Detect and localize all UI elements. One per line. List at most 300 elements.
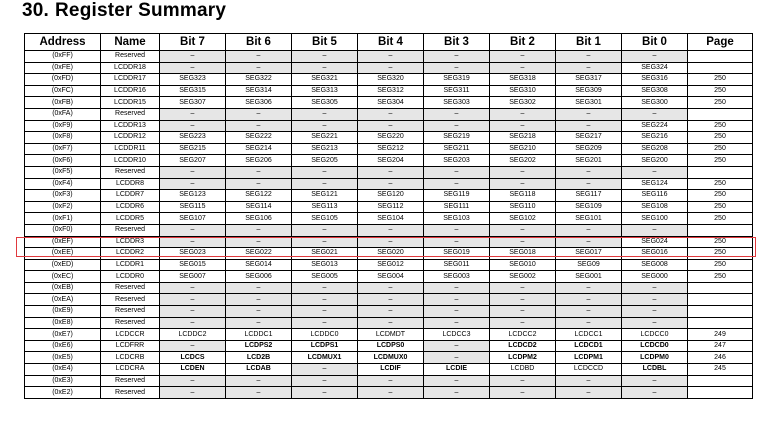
register-bit-cell: SEG103 bbox=[424, 213, 490, 225]
register-bit-cell: SEG013 bbox=[292, 259, 358, 271]
register-page: 250 bbox=[688, 236, 753, 248]
register-bit-cell: SEG316 bbox=[622, 74, 688, 86]
register-bit-cell: SEG015 bbox=[160, 259, 226, 271]
register-row bbox=[25, 108, 753, 120]
header-row bbox=[25, 34, 753, 51]
register-bit-cell: SEG014 bbox=[226, 259, 292, 271]
register-address: (0xE2) bbox=[25, 387, 101, 399]
register-name: LCDFRR bbox=[101, 340, 160, 352]
register-page: 250 bbox=[688, 248, 753, 260]
register-bit-cell: – bbox=[160, 108, 226, 120]
register-bit-cell: – bbox=[490, 224, 556, 236]
register-address: (0xE4) bbox=[25, 364, 101, 376]
register-name: LCDDR11 bbox=[101, 143, 160, 155]
register-bit-cell: SEG106 bbox=[226, 213, 292, 225]
register-bit-cell: – bbox=[424, 224, 490, 236]
register-bit-cell: SEG219 bbox=[424, 132, 490, 144]
register-page: 250 bbox=[688, 271, 753, 283]
register-name: Reserved bbox=[101, 306, 160, 318]
register-address: (0xE9) bbox=[25, 306, 101, 318]
register-bit-cell: – bbox=[490, 166, 556, 178]
register-bit-cell: – bbox=[490, 120, 556, 132]
register-bit-cell: SEG212 bbox=[358, 143, 424, 155]
register-bit-cell: SEG223 bbox=[160, 132, 226, 144]
register-bit-cell: LCDMDT bbox=[358, 329, 424, 341]
register-page: 250 bbox=[688, 201, 753, 213]
register-bit-cell: SEG220 bbox=[358, 132, 424, 144]
register-name: LCDCRB bbox=[101, 352, 160, 364]
register-bit-cell: LCDPM1 bbox=[556, 352, 622, 364]
register-bit-cell: – bbox=[424, 120, 490, 132]
register-bit-cell: – bbox=[490, 51, 556, 63]
register-bit-cell: SEG005 bbox=[292, 271, 358, 283]
register-bit-cell: LCDDC0 bbox=[292, 329, 358, 341]
register-page: 250 bbox=[688, 143, 753, 155]
register-bit-cell: SEG110 bbox=[490, 201, 556, 213]
register-row bbox=[25, 74, 753, 86]
register-name: LCDDR7 bbox=[101, 190, 160, 202]
register-bit-cell: – bbox=[490, 294, 556, 306]
register-bit-cell: LCDMUX1 bbox=[292, 352, 358, 364]
register-bit-cell: SEG216 bbox=[622, 132, 688, 144]
col-header-bit3: Bit 3 bbox=[424, 34, 490, 51]
register-bit-cell: LCDCC3 bbox=[424, 329, 490, 341]
register-bit-cell: – bbox=[226, 375, 292, 387]
register-address: (0xFF) bbox=[25, 51, 101, 63]
register-bit-cell: – bbox=[622, 166, 688, 178]
register-bit-cell: SEG310 bbox=[490, 85, 556, 97]
register-bit-cell: SEG318 bbox=[490, 74, 556, 86]
register-bit-cell: SEG120 bbox=[358, 190, 424, 202]
register-bit-cell: – bbox=[292, 364, 358, 376]
register-address: (0xF9) bbox=[25, 120, 101, 132]
register-bit-cell: LCDMUX0 bbox=[358, 352, 424, 364]
register-bit-cell: – bbox=[358, 178, 424, 190]
register-bit-cell: – bbox=[226, 236, 292, 248]
register-page bbox=[688, 306, 753, 318]
register-row bbox=[25, 294, 753, 306]
register-bit-cell: – bbox=[160, 340, 226, 352]
register-bit-cell: – bbox=[358, 282, 424, 294]
register-bit-cell: SEG203 bbox=[424, 155, 490, 167]
register-row bbox=[25, 259, 753, 271]
register-page bbox=[688, 224, 753, 236]
register-name: LCDDR17 bbox=[101, 74, 160, 86]
col-header-bit6: Bit 6 bbox=[226, 34, 292, 51]
register-bit-cell: LCDEN bbox=[160, 364, 226, 376]
register-address: (0xFB) bbox=[25, 97, 101, 109]
register-row bbox=[25, 317, 753, 329]
section-number: 30. bbox=[22, 0, 50, 21]
register-bit-cell: SEG116 bbox=[622, 190, 688, 202]
register-bit-cell: SEG121 bbox=[292, 190, 358, 202]
register-page bbox=[688, 387, 753, 399]
register-bit-cell: SEG111 bbox=[424, 201, 490, 213]
register-row bbox=[25, 352, 753, 364]
register-bit-cell: – bbox=[292, 294, 358, 306]
register-bit-cell: LCDCS bbox=[160, 352, 226, 364]
register-bit-cell: SEG109 bbox=[556, 201, 622, 213]
register-name: LCDDR8 bbox=[101, 178, 160, 190]
register-bit-cell: – bbox=[622, 294, 688, 306]
register-bit-cell: – bbox=[490, 236, 556, 248]
register-page: 250 bbox=[688, 190, 753, 202]
register-address: (0xF5) bbox=[25, 166, 101, 178]
col-header-name: Name bbox=[101, 34, 160, 51]
register-bit-cell: SEG114 bbox=[226, 201, 292, 213]
register-bit-cell: – bbox=[292, 62, 358, 74]
register-name: LCDDR18 bbox=[101, 62, 160, 74]
register-page: 250 bbox=[688, 132, 753, 144]
register-bit-cell: SEG119 bbox=[424, 190, 490, 202]
register-bit-cell: – bbox=[556, 306, 622, 318]
register-row bbox=[25, 387, 753, 399]
register-bit-cell: – bbox=[160, 294, 226, 306]
register-bit-cell: – bbox=[292, 108, 358, 120]
register-bit-cell: LCDCCD bbox=[556, 364, 622, 376]
register-bit-cell: – bbox=[556, 375, 622, 387]
register-bit-cell: SEG214 bbox=[226, 143, 292, 155]
register-address: (0xEF) bbox=[25, 236, 101, 248]
register-bit-cell: – bbox=[622, 224, 688, 236]
register-bit-cell: – bbox=[622, 108, 688, 120]
register-bit-cell: SEG322 bbox=[226, 74, 292, 86]
register-bit-cell: LCDDC1 bbox=[226, 329, 292, 341]
register-bit-cell: – bbox=[358, 294, 424, 306]
register-bit-cell: SEG305 bbox=[292, 97, 358, 109]
register-bit-cell: – bbox=[424, 375, 490, 387]
register-bit-cell: – bbox=[160, 62, 226, 74]
register-name: LCDCCR bbox=[101, 329, 160, 341]
register-bit-cell: SEG209 bbox=[556, 143, 622, 155]
register-bit-cell: – bbox=[226, 178, 292, 190]
register-bit-cell: – bbox=[358, 120, 424, 132]
register-bit-cell: SEG204 bbox=[358, 155, 424, 167]
register-bit-cell: SEG007 bbox=[160, 271, 226, 283]
register-page: 249 bbox=[688, 329, 753, 341]
register-bit-cell: SEG222 bbox=[226, 132, 292, 144]
register-address: (0xE6) bbox=[25, 340, 101, 352]
register-bit-cell: – bbox=[556, 294, 622, 306]
register-bit-cell: – bbox=[622, 375, 688, 387]
register-bit-cell: SEG313 bbox=[292, 85, 358, 97]
register-bit-cell: SEG311 bbox=[424, 85, 490, 97]
register-bit-cell: SEG09 bbox=[556, 259, 622, 271]
register-bit-cell: SEG112 bbox=[358, 201, 424, 213]
register-bit-cell: – bbox=[292, 178, 358, 190]
register-bit-cell: SEG115 bbox=[160, 201, 226, 213]
register-bit-cell: – bbox=[358, 306, 424, 318]
section-title: Register Summary bbox=[55, 0, 227, 21]
register-bit-cell: – bbox=[424, 306, 490, 318]
register-bit-cell: – bbox=[160, 120, 226, 132]
register-bit-cell: SEG104 bbox=[358, 213, 424, 225]
register-row bbox=[25, 132, 753, 144]
register-bit-cell: – bbox=[424, 317, 490, 329]
register-bit-cell: LCDAB bbox=[226, 364, 292, 376]
register-bit-cell: – bbox=[424, 51, 490, 63]
register-bit-cell: – bbox=[160, 166, 226, 178]
register-row bbox=[25, 201, 753, 213]
register-page: 250 bbox=[688, 213, 753, 225]
register-row bbox=[25, 248, 753, 260]
col-header-bit0: Bit 0 bbox=[622, 34, 688, 51]
register-page: 250 bbox=[688, 178, 753, 190]
register-bit-cell: – bbox=[424, 294, 490, 306]
register-bit-cell: SEG122 bbox=[226, 190, 292, 202]
register-bit-cell: SEG321 bbox=[292, 74, 358, 86]
register-bit-cell: SEG221 bbox=[292, 132, 358, 144]
register-row bbox=[25, 236, 753, 248]
register-bit-cell: – bbox=[424, 387, 490, 399]
register-address: (0xE8) bbox=[25, 317, 101, 329]
register-name: LCDDR1 bbox=[101, 259, 160, 271]
register-address: (0xEC) bbox=[25, 271, 101, 283]
register-bit-cell: – bbox=[358, 375, 424, 387]
register-bit-cell: SEG320 bbox=[358, 74, 424, 86]
register-bit-cell: – bbox=[160, 306, 226, 318]
register-bit-cell: – bbox=[358, 62, 424, 74]
register-bit-cell: SEG207 bbox=[160, 155, 226, 167]
register-address: (0xF1) bbox=[25, 213, 101, 225]
register-row bbox=[25, 190, 753, 202]
register-bit-cell: – bbox=[292, 166, 358, 178]
register-bit-cell: LCDIF bbox=[358, 364, 424, 376]
register-bit-cell: SEG324 bbox=[622, 62, 688, 74]
register-bit-cell: – bbox=[292, 51, 358, 63]
register-bit-cell: – bbox=[490, 317, 556, 329]
register-bit-cell: SEG022 bbox=[226, 248, 292, 260]
register-bit-cell: SEG314 bbox=[226, 85, 292, 97]
register-address: (0xEE) bbox=[25, 248, 101, 260]
register-row bbox=[25, 364, 753, 376]
register-bit-cell: – bbox=[490, 387, 556, 399]
register-bit-cell: – bbox=[226, 306, 292, 318]
register-bit-cell: LCDCD0 bbox=[622, 340, 688, 352]
register-bit-cell: LCDCD1 bbox=[556, 340, 622, 352]
register-bit-cell: SEG315 bbox=[160, 85, 226, 97]
register-name: LCDDR2 bbox=[101, 248, 160, 260]
register-bit-cell: SEG105 bbox=[292, 213, 358, 225]
register-row bbox=[25, 155, 753, 167]
register-bit-cell: – bbox=[160, 317, 226, 329]
register-bit-cell: SEG224 bbox=[622, 120, 688, 132]
register-bit-cell: SEG302 bbox=[490, 97, 556, 109]
register-bit-cell: SEG323 bbox=[160, 74, 226, 86]
register-bit-cell: LCDCC1 bbox=[556, 329, 622, 341]
register-address: (0xF0) bbox=[25, 224, 101, 236]
register-bit-cell: – bbox=[556, 224, 622, 236]
register-bit-cell: – bbox=[556, 282, 622, 294]
register-bit-cell: SEG004 bbox=[358, 271, 424, 283]
register-page: 246 bbox=[688, 352, 753, 364]
register-page bbox=[688, 51, 753, 63]
register-bit-cell: – bbox=[424, 178, 490, 190]
register-bit-cell: – bbox=[358, 51, 424, 63]
register-name: LCDDR15 bbox=[101, 97, 160, 109]
register-page: 245 bbox=[688, 364, 753, 376]
register-bit-cell: SEG201 bbox=[556, 155, 622, 167]
register-row bbox=[25, 143, 753, 155]
register-bit-cell: SEG303 bbox=[424, 97, 490, 109]
register-bit-cell: SEG001 bbox=[556, 271, 622, 283]
register-address: (0xFD) bbox=[25, 74, 101, 86]
register-row bbox=[25, 271, 753, 283]
register-row bbox=[25, 178, 753, 190]
register-bit-cell: SEG023 bbox=[160, 248, 226, 260]
register-row bbox=[25, 329, 753, 341]
register-bit-cell: LCDCC2 bbox=[490, 329, 556, 341]
register-bit-cell: – bbox=[490, 306, 556, 318]
register-page bbox=[688, 282, 753, 294]
register-bit-cell: LCDPS2 bbox=[226, 340, 292, 352]
register-bit-cell: SEG304 bbox=[358, 97, 424, 109]
register-bit-cell: SEG006 bbox=[226, 271, 292, 283]
register-name: Reserved bbox=[101, 294, 160, 306]
register-address: (0xF2) bbox=[25, 201, 101, 213]
register-bit-cell: – bbox=[160, 178, 226, 190]
register-bit-cell: SEG319 bbox=[424, 74, 490, 86]
register-bit-cell: LCDPS0 bbox=[358, 340, 424, 352]
col-header-bit7: Bit 7 bbox=[160, 34, 226, 51]
register-bit-cell: LCDIE bbox=[424, 364, 490, 376]
register-row bbox=[25, 213, 753, 225]
register-bit-cell: – bbox=[424, 108, 490, 120]
register-bit-cell: – bbox=[490, 108, 556, 120]
register-bit-cell: – bbox=[490, 282, 556, 294]
register-name: LCDDR0 bbox=[101, 271, 160, 283]
register-bit-cell: – bbox=[358, 387, 424, 399]
register-bit-cell: SEG021 bbox=[292, 248, 358, 260]
register-bit-cell: – bbox=[424, 340, 490, 352]
register-bit-cell: SEG100 bbox=[622, 213, 688, 225]
register-name: Reserved bbox=[101, 51, 160, 63]
register-address: (0xE5) bbox=[25, 352, 101, 364]
register-bit-cell: – bbox=[424, 62, 490, 74]
register-bit-cell: LCDPS1 bbox=[292, 340, 358, 352]
register-bit-cell: – bbox=[556, 236, 622, 248]
register-bit-cell: SEG118 bbox=[490, 190, 556, 202]
register-bit-cell: SEG211 bbox=[424, 143, 490, 155]
register-bit-cell: – bbox=[226, 224, 292, 236]
register-bit-cell: SEG213 bbox=[292, 143, 358, 155]
register-rows bbox=[25, 51, 753, 399]
register-row bbox=[25, 166, 753, 178]
register-name: Reserved bbox=[101, 317, 160, 329]
register-row bbox=[25, 51, 753, 63]
register-bit-cell: SEG202 bbox=[490, 155, 556, 167]
register-bit-cell: – bbox=[556, 62, 622, 74]
register-bit-cell: – bbox=[556, 51, 622, 63]
register-bit-cell: SEG000 bbox=[622, 271, 688, 283]
register-bit-cell: SEG003 bbox=[424, 271, 490, 283]
register-address: (0xEB) bbox=[25, 282, 101, 294]
register-address: (0xFA) bbox=[25, 108, 101, 120]
register-bit-cell: SEG215 bbox=[160, 143, 226, 155]
register-bit-cell: – bbox=[226, 62, 292, 74]
register-page bbox=[688, 62, 753, 74]
register-bit-cell: LCDBL bbox=[622, 364, 688, 376]
register-address: (0xE3) bbox=[25, 375, 101, 387]
register-bit-cell: SEG008 bbox=[622, 259, 688, 271]
register-bit-cell: – bbox=[490, 178, 556, 190]
register-bit-cell: SEG124 bbox=[622, 178, 688, 190]
register-address: (0xF3) bbox=[25, 190, 101, 202]
register-summary-table bbox=[24, 33, 753, 399]
register-address: (0xF8) bbox=[25, 132, 101, 144]
register-bit-cell: LCD2B bbox=[226, 352, 292, 364]
section-heading bbox=[22, 0, 226, 22]
register-page bbox=[688, 294, 753, 306]
register-bit-cell: – bbox=[226, 120, 292, 132]
register-name: LCDDR10 bbox=[101, 155, 160, 167]
register-name: LCDDR5 bbox=[101, 213, 160, 225]
register-page bbox=[688, 108, 753, 120]
register-bit-cell: – bbox=[160, 224, 226, 236]
register-bit-cell: – bbox=[622, 387, 688, 399]
col-header-bit5: Bit 5 bbox=[292, 34, 358, 51]
register-name: LCDDR16 bbox=[101, 85, 160, 97]
register-bit-cell: – bbox=[226, 166, 292, 178]
register-bit-cell: SEG018 bbox=[490, 248, 556, 260]
register-name: LCDDR12 bbox=[101, 132, 160, 144]
register-bit-cell: SEG011 bbox=[424, 259, 490, 271]
register-bit-cell: SEG217 bbox=[556, 132, 622, 144]
register-bit-cell: – bbox=[160, 282, 226, 294]
register-row bbox=[25, 340, 753, 352]
col-header-bit1: Bit 1 bbox=[556, 34, 622, 51]
register-bit-cell: – bbox=[358, 317, 424, 329]
register-bit-cell: – bbox=[556, 166, 622, 178]
register-bit-cell: LCDPM0 bbox=[622, 352, 688, 364]
register-page: 250 bbox=[688, 155, 753, 167]
register-row bbox=[25, 282, 753, 294]
register-address: (0xFC) bbox=[25, 85, 101, 97]
register-bit-cell: – bbox=[490, 62, 556, 74]
register-bit-cell: LCDDC2 bbox=[160, 329, 226, 341]
register-name: Reserved bbox=[101, 224, 160, 236]
register-page: 250 bbox=[688, 120, 753, 132]
register-bit-cell: SEG208 bbox=[622, 143, 688, 155]
register-row bbox=[25, 306, 753, 318]
register-bit-cell: – bbox=[226, 294, 292, 306]
register-bit-cell: – bbox=[556, 108, 622, 120]
register-bit-cell: SEG108 bbox=[622, 201, 688, 213]
register-page: 250 bbox=[688, 259, 753, 271]
register-bit-cell: SEG308 bbox=[622, 85, 688, 97]
register-bit-cell: – bbox=[292, 306, 358, 318]
register-bit-cell: LCDCD2 bbox=[490, 340, 556, 352]
register-row bbox=[25, 120, 753, 132]
register-name: Reserved bbox=[101, 375, 160, 387]
register-bit-cell: – bbox=[226, 317, 292, 329]
register-bit-cell: LCDPM2 bbox=[490, 352, 556, 364]
register-row bbox=[25, 375, 753, 387]
register-bit-cell: – bbox=[160, 375, 226, 387]
register-bit-cell: SEG107 bbox=[160, 213, 226, 225]
register-address: (0xEA) bbox=[25, 294, 101, 306]
register-name: LCDDR13 bbox=[101, 120, 160, 132]
register-bit-cell: – bbox=[622, 317, 688, 329]
register-bit-cell: SEG012 bbox=[358, 259, 424, 271]
register-bit-cell: – bbox=[358, 108, 424, 120]
register-address: (0xF4) bbox=[25, 178, 101, 190]
register-bit-cell: SEG309 bbox=[556, 85, 622, 97]
register-page: 250 bbox=[688, 74, 753, 86]
register-row bbox=[25, 85, 753, 97]
col-header-address: Address bbox=[25, 34, 101, 51]
register-address: (0xE7) bbox=[25, 329, 101, 341]
